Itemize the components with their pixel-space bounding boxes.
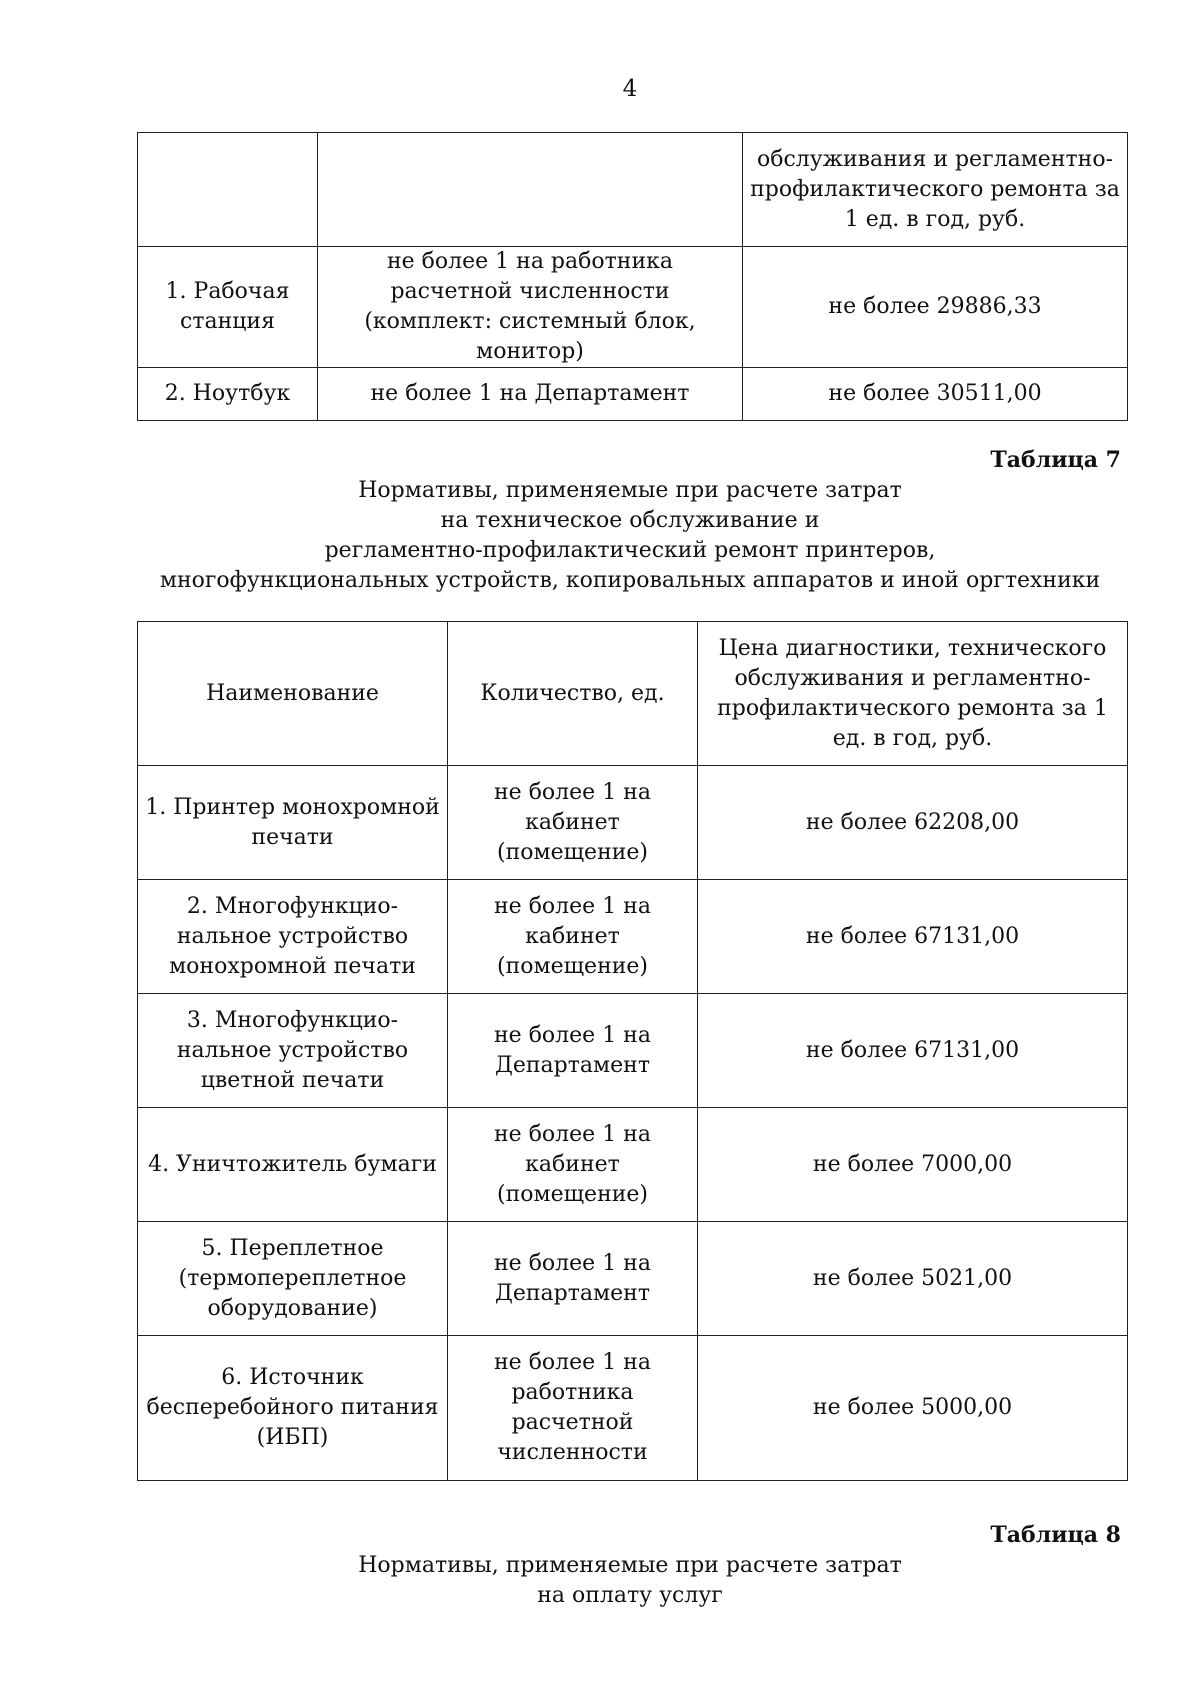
table-cell-name: 5. Переплетное (термопереплетное оборудование) bbox=[138, 1222, 448, 1336]
table-cell-price: не более 62208,00 bbox=[698, 766, 1128, 880]
table-cell-price: не более 5021,00 bbox=[698, 1222, 1128, 1336]
table-cell-price: не более 67131,00 bbox=[698, 880, 1128, 994]
table-row bbox=[138, 766, 1128, 880]
table-row bbox=[138, 368, 1128, 421]
table-cell-name: 1. Рабочая станция bbox=[138, 247, 318, 368]
table-cell-qty: не более 1 на Департамент bbox=[318, 368, 743, 421]
column-header-name: Наименование bbox=[138, 622, 448, 766]
table-cell-name: 2. Многофункцио-нальное устройство монохромной печати bbox=[138, 880, 448, 994]
table-cell-name: 4. Уничтожитель бумаги bbox=[138, 1108, 448, 1222]
table-cell-qty: не более 1 на кабинет (помещение) bbox=[448, 766, 698, 880]
table-cell-name: 2. Ноутбук bbox=[138, 368, 318, 421]
caption-line: на оплату услуг bbox=[537, 1583, 723, 1608]
table-cell-price: не более 30511,00 bbox=[743, 368, 1128, 421]
table-cell-qty: не более 1 на работника расчетной численности bbox=[448, 1336, 698, 1481]
table-cell-qty: не более 1 на Департамент bbox=[448, 1222, 698, 1336]
table-row bbox=[138, 247, 1128, 368]
table-row bbox=[138, 1222, 1128, 1336]
column-header-qty: Количество, ед. bbox=[448, 622, 698, 766]
table-cell-price: не более 67131,00 bbox=[698, 994, 1128, 1108]
table-cell-price: не более 29886,33 bbox=[743, 247, 1128, 368]
table-cell-qty: не более 1 на кабинет (помещение) bbox=[448, 880, 698, 994]
page-number: 4 bbox=[622, 76, 638, 102]
table-row bbox=[138, 1336, 1128, 1481]
caption-line: Нормативы, применяемые при расчете затрат bbox=[358, 478, 902, 503]
table-cell bbox=[138, 133, 318, 247]
table-header-row bbox=[138, 133, 1128, 247]
table-row bbox=[138, 994, 1128, 1108]
table-cell bbox=[318, 133, 743, 247]
table-cell-name: 6. Источник бесперебойного питания (ИБП) bbox=[138, 1336, 448, 1481]
table-7 bbox=[137, 621, 1128, 1481]
table-header-cell: обслуживания и регламентно-профилактического ремонта за 1 ед. в год, руб. bbox=[743, 133, 1128, 247]
table-cell-price: не более 5000,00 bbox=[698, 1336, 1128, 1481]
column-header-price: Цена диагностики, технического обслуживания и регламентно-профилактического ремонта за 1 ед. в год, руб. bbox=[698, 622, 1128, 766]
table-row bbox=[138, 1108, 1128, 1222]
caption-line: на техническое обслуживание и bbox=[440, 508, 820, 533]
table-7-label: Таблица 7 bbox=[990, 447, 1121, 473]
caption-line: многофункциональных устройств, копировальных аппаратов и иной оргтехники bbox=[159, 568, 1101, 593]
table-cell-price: не более 7000,00 bbox=[698, 1108, 1128, 1222]
table-row bbox=[138, 880, 1128, 994]
table-8-label: Таблица 8 bbox=[990, 1522, 1121, 1548]
table-header-row bbox=[138, 622, 1128, 766]
caption-line: Нормативы, применяемые при расчете затрат bbox=[358, 1553, 902, 1578]
table-top-continuation bbox=[137, 132, 1128, 421]
table-cell-qty: не более 1 на работника расчетной численности (комплект: системный блок, монитор) bbox=[318, 247, 743, 368]
table-cell-name: 3. Многофункцио-нальное устройство цветной печати bbox=[138, 994, 448, 1108]
table-cell-qty: не более 1 на кабинет (помещение) bbox=[448, 1108, 698, 1222]
caption-line: регламентно-профилактический ремонт принтеров, bbox=[324, 538, 936, 563]
table-8-caption bbox=[130, 1551, 1130, 1611]
table-7-caption bbox=[130, 476, 1130, 596]
table-cell-name: 1. Принтер монохромной печати bbox=[138, 766, 448, 880]
table-cell-qty: не более 1 на Департамент bbox=[448, 994, 698, 1108]
